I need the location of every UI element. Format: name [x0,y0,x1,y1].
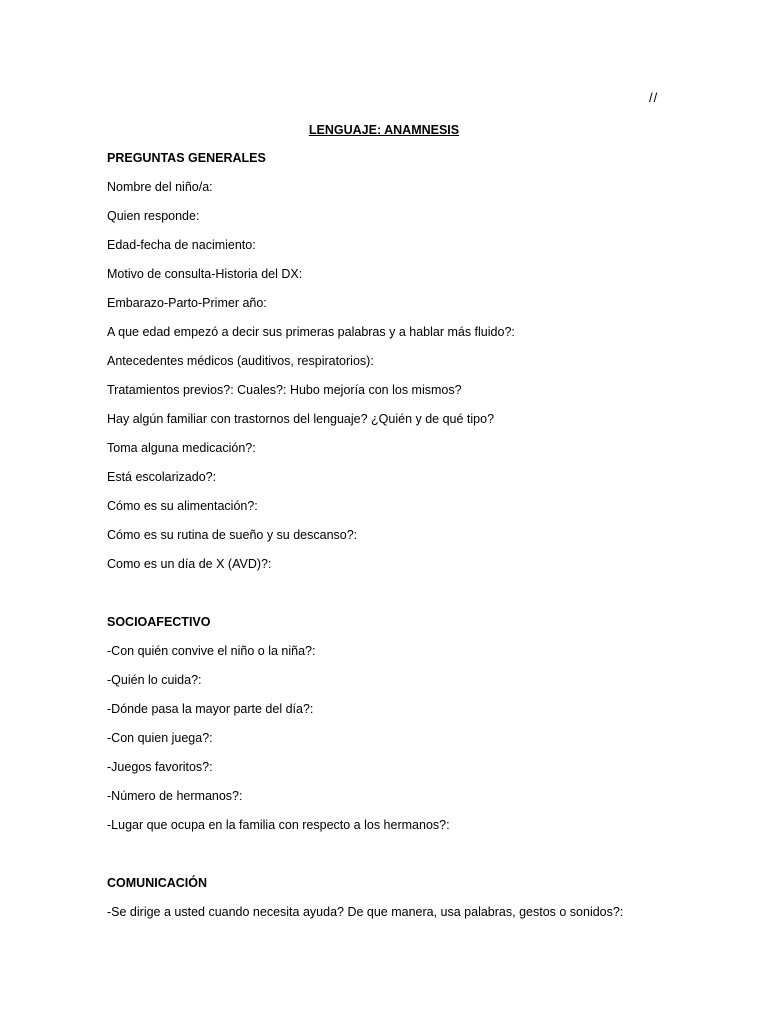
question-line: -Juegos favoritos?: [107,760,213,774]
question-line: -Número de hermanos?: [107,789,243,803]
question-line: Toma alguna medicación?: [107,441,256,455]
question-line: Como es un día de X (AVD)?: [107,557,272,571]
question-line: Cómo es su alimentación?: [107,499,258,513]
question-line: Tratamientos previos?: Cuales?: Hubo mejoría con los mismos? [107,383,462,397]
question-line: -Lugar que ocupa en la familia con respecto a los hermanos?: [107,818,450,832]
section-heading-comunicacion: COMUNICACIÓN [107,876,207,890]
question-line: Hay algún familiar con trastornos del lenguaje? ¿Quién y de qué tipo? [107,412,495,426]
page-mark: // [649,90,659,105]
question-line: Quien responde: [107,209,200,223]
question-line: Edad-fecha de nacimiento: [107,238,256,252]
document-title: LENGUAJE: ANAMNESIS [308,123,460,137]
question-line: Motivo de consulta-Historia del DX: [107,267,303,281]
question-line: A que edad empezó a decir sus primeras palabras y a hablar más fluido?: [107,325,515,339]
document-body [107,150,707,933]
question-line: Cómo es su rutina de sueño y su descanso?: [107,528,358,542]
section-heading-socioafectivo: SOCIOAFECTIVO [107,615,211,629]
question-line: -Quién lo cuida?: [107,673,202,687]
question-line: Embarazo-Parto-Primer año: [107,296,267,310]
blank-line [107,585,707,614]
question-line: -Se dirige a usted cuando necesita ayuda? De que manera, usa palabras, gestos o sonidos?: [107,905,624,919]
section-heading-general: PREGUNTAS GENERALES [107,151,266,165]
blank-line [107,846,707,875]
question-line: -Con quien juega?: [107,731,213,745]
question-line: Está escolarizado?: [107,470,217,484]
question-line: -Con quién convive el niño o la niña?: [107,644,316,658]
question-line: Nombre del niño/a: [107,180,213,194]
question-line: Antecedentes médicos (auditivos, respiratorios): [107,354,374,368]
question-line: -Dónde pasa la mayor parte del día?: [107,702,314,716]
